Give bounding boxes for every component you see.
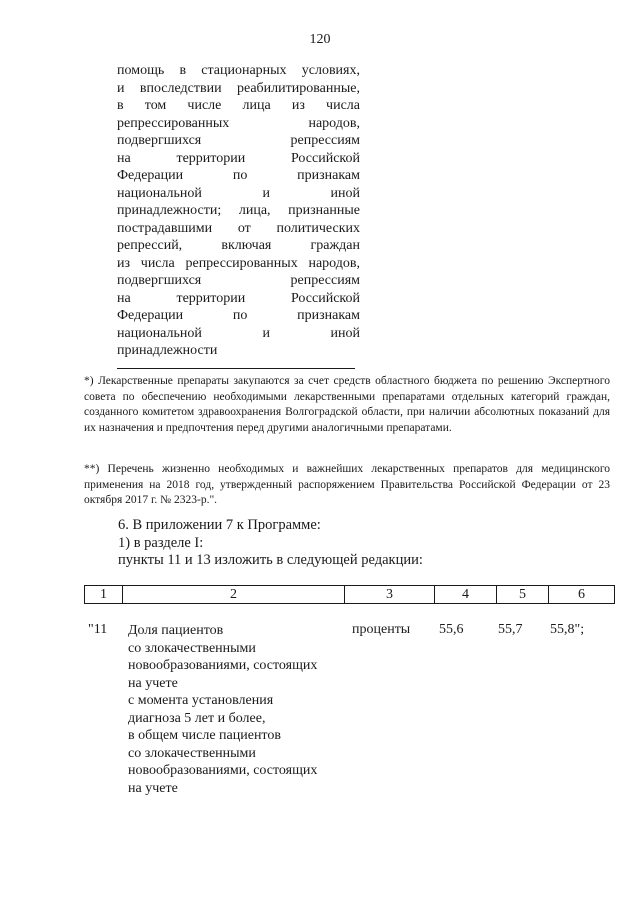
text-line: национальной и иной <box>117 185 360 201</box>
continuation-text <box>117 62 360 360</box>
description-line: Доля пациентов <box>128 623 224 638</box>
description-line: на учете <box>128 675 178 691</box>
description-line: в общем числе пациентов <box>128 728 281 743</box>
row-value-1: 55,6 <box>439 622 464 637</box>
header-cell: 5 <box>497 586 549 604</box>
description-line: со злокачественными <box>128 640 256 656</box>
text-line: принадлежности; лица, признанные <box>117 203 360 218</box>
text-line: репрессий, включая граждан <box>117 238 360 253</box>
text-line: репрессированных народов, <box>117 115 360 131</box>
text-line: Федерации по признакам <box>117 308 360 323</box>
description-line: диагноза 5 лет и более, <box>128 710 266 726</box>
description-line: на учете <box>128 780 178 796</box>
table-header-row <box>85 586 615 604</box>
footnote-separator <box>117 368 355 369</box>
header-cell: 1 <box>85 586 123 604</box>
body-line-1: 6. В приложении 7 к Программе: <box>118 517 321 533</box>
description-line: с момента установления <box>128 693 274 708</box>
text-line: помощь в стационарных условиях, <box>117 63 360 78</box>
header-cell: 6 <box>549 586 615 604</box>
text-line: на территории Российской <box>117 150 360 166</box>
body-line-2: 1) в разделе I: <box>118 535 204 551</box>
row-number: "11 <box>88 622 108 637</box>
body-line-3: пункты 11 и 13 изложить в следующей редакции: <box>118 552 423 568</box>
header-cell: 2 <box>123 586 345 604</box>
row-value-3: 55,8"; <box>550 622 585 637</box>
description-line: новообразованиями, состоящих <box>128 658 318 673</box>
header-cell: 3 <box>345 586 435 604</box>
text-line: Федерации по признакам <box>117 168 360 183</box>
text-line: пострадавшими от политических <box>117 220 360 236</box>
text-line: и впоследствии реабилитированные, <box>117 80 360 96</box>
text-line: из числа репрессированных народов, <box>117 255 360 271</box>
page-number: 120 <box>309 32 331 47</box>
text-line: подвергшихся репрессиям <box>117 273 360 288</box>
text-line: принадлежности <box>117 343 218 358</box>
footnote-2: **) Перечень жизненно необходимых и важнейших лекарственных препаратов для медицинского применения на 2018 год, утвержденный распоряжением Правительства Российской Федерации от 23 октября 2017 г. № 2323-р.". <box>84 463 610 506</box>
description-line: со злокачественными <box>128 745 256 761</box>
footnote-1: *) Лекарственные препараты закупаются за счет средств областного бюджета по решению Экспертного совета по обеспечению необходимыми лекарственными препаратами отдельных категорий граждан, созданного комитетом здравоохранения Волгоградской области, при наличии абсолютных показаний для их назначения и предпочтения перед другими аналогичными препаратами. <box>84 375 610 434</box>
text-line: в том числе лица из числа <box>117 98 360 113</box>
row-unit: проценты <box>352 622 411 637</box>
row-description <box>128 622 317 797</box>
text-line: национальной и иной <box>117 325 360 341</box>
table-header <box>84 585 615 604</box>
row-value-2: 55,7 <box>498 622 523 637</box>
text-line: на территории Российской <box>117 290 360 306</box>
text-line: подвергшихся репрессиям <box>117 133 360 148</box>
description-line: новообразованиями, состоящих <box>128 763 318 778</box>
header-cell: 4 <box>435 586 497 604</box>
